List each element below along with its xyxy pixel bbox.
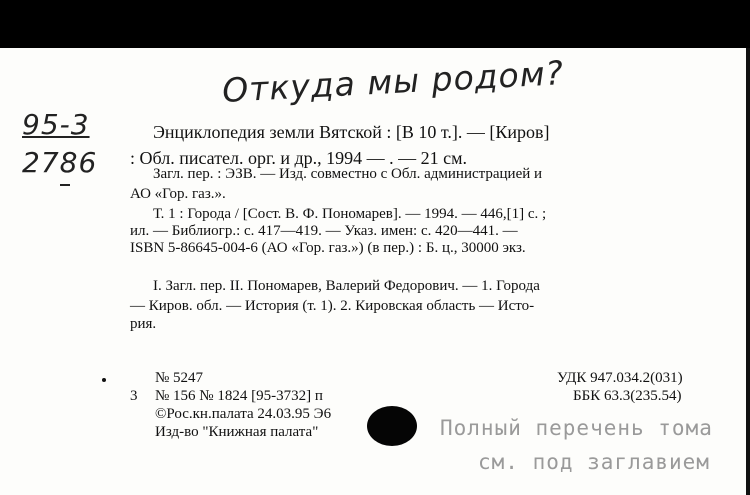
catalog-card xyxy=(0,48,750,495)
entry-line-6: ил. — Библиогр.: с. 417—419. — Указ. имен: с. 420—441. — xyxy=(130,223,518,239)
handwritten-title: Откуда мы родом? xyxy=(221,53,565,110)
stamp-line-2: см. под заглавием xyxy=(478,450,710,474)
footer-number: № 5247 xyxy=(155,370,204,386)
entry-line-4: АО «Гор. газ.». xyxy=(130,186,226,202)
handwritten-code-top: 95-3 xyxy=(22,108,90,141)
footer-prefix: 3 xyxy=(130,388,138,404)
entry-line-1: Энциклопедия земли Вятской : [В 10 т.]. — [Киров] xyxy=(153,122,550,142)
ink-blot xyxy=(367,406,417,446)
margin-mark xyxy=(60,184,70,186)
handwritten-code-bottom: 2786 xyxy=(22,146,98,179)
entry-line-3: Загл. пер. : ЭЗВ. — Изд. совместно с Обл. администрацией и xyxy=(153,166,543,182)
udk-code: УДК 947.034.2(031) xyxy=(557,370,683,386)
entry-line-9: — Киров. обл. — История (т. 1). 2. Кировская область — Исто- xyxy=(130,298,535,314)
stamp-line-1: Полный перечень тома xyxy=(440,416,713,440)
entry-line-10: рия. xyxy=(130,316,157,332)
footer-publisher: Изд-во "Книжная палата" xyxy=(155,424,319,440)
speck xyxy=(102,378,106,382)
entry-line-5: Т. 1 : Города / [Сост. В. Ф. Пономарев]. — 1994. — 446,[1] с. ; xyxy=(153,206,547,222)
scan-edge xyxy=(746,48,750,495)
bbk-code: ББК 63.3(235.54) xyxy=(573,388,682,404)
entry-line-2: : Обл. писател. орг. и др., 1994 — . — 21 см. xyxy=(130,148,468,168)
entry-line-8: I. Загл. пер. II. Пономарев, Валерий Федорович. — 1. Города xyxy=(153,278,540,294)
footer-number-2: № 156 № 1824 [95-3732] п xyxy=(155,388,323,404)
footer-chamber: ©Рос.кн.палата 24.03.95 Э6 xyxy=(155,406,332,422)
entry-line-7: ISBN 5-86645-004-6 (АО «Гор. газ.») (в пер.) : Б. ц., 30000 экз. xyxy=(130,240,526,256)
